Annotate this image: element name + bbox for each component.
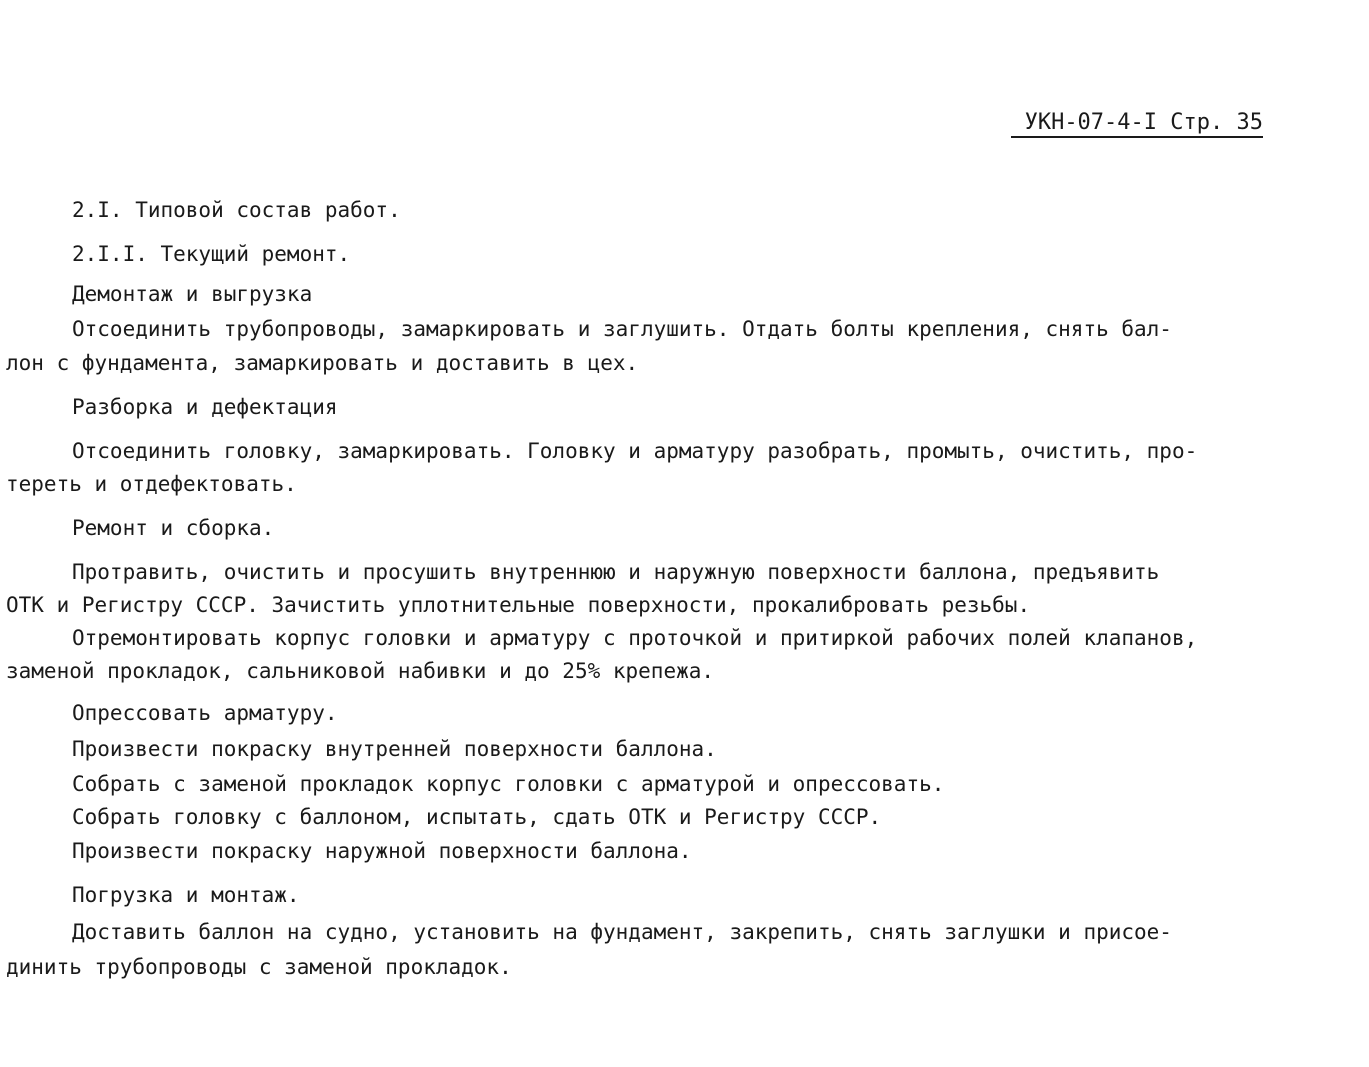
loading-paragraph-line-1: Доставить баллон на судно, установить на фундамент, закрепить, снять заглушки и присое- xyxy=(72,920,1172,944)
subsection-title: 2.I.I. Текущий ремонт. xyxy=(72,242,351,266)
repair-paragraph-7: Произвести покраску наружной поверхности баллона. xyxy=(72,839,692,863)
document-header: УКН-07-4-I Стр. 35 xyxy=(1011,110,1263,138)
repair-paragraph-2-line-2: заменой прокладок, сальниковой набивки и до 25% крепежа. xyxy=(6,659,715,683)
repair-paragraph-1-line-2: ОТК и Регистру СССР. Зачистить уплотнительные поверхности, прокалибровать резьбы. xyxy=(6,593,1031,617)
repair-paragraph-1-line-1: Протравить, очистить и просушить внутреннюю и наружную поверхности баллона, предъявить xyxy=(72,560,1160,584)
dismantling-paragraph-line-2: лон с фундамента, замаркировать и доставить в цех. xyxy=(6,351,639,375)
repair-heading: Ремонт и сборка. xyxy=(72,516,275,540)
dismantling-paragraph-line-1: Отсоединить трубопроводы, замаркировать и заглушить. Отдать болты крепления, снять бал- xyxy=(72,317,1172,341)
dismantling-heading: Демонтаж и выгрузка xyxy=(72,282,313,306)
disassembly-paragraph-line-2: тереть и отдефектовать. xyxy=(6,472,297,496)
repair-paragraph-3: Опрессовать арматуру. xyxy=(72,701,338,725)
section-title: 2.I. Типовой состав работ. xyxy=(72,198,401,222)
repair-paragraph-2-line-1: Отремонтировать корпус головки и арматуру с проточкой и притиркой рабочих полей клапанов, xyxy=(72,626,1198,650)
repair-paragraph-6: Собрать головку с баллоном, испытать, сдать ОТК и Регистру СССР. xyxy=(72,805,882,829)
repair-paragraph-5: Собрать с заменой прокладок корпус головки с арматурой и опрессовать. xyxy=(72,772,945,796)
disassembly-paragraph-line-1: Отсоединить головку, замаркировать. Головку и арматуру разобрать, промыть, очистить, про- xyxy=(72,439,1198,463)
loading-heading: Погрузка и монтаж. xyxy=(72,883,300,907)
repair-paragraph-4: Произвести покраску внутренней поверхности баллона. xyxy=(72,737,717,761)
loading-paragraph-line-2: динить трубопроводы с заменой прокладок. xyxy=(6,955,512,979)
disassembly-heading: Разборка и дефектация xyxy=(72,395,338,419)
